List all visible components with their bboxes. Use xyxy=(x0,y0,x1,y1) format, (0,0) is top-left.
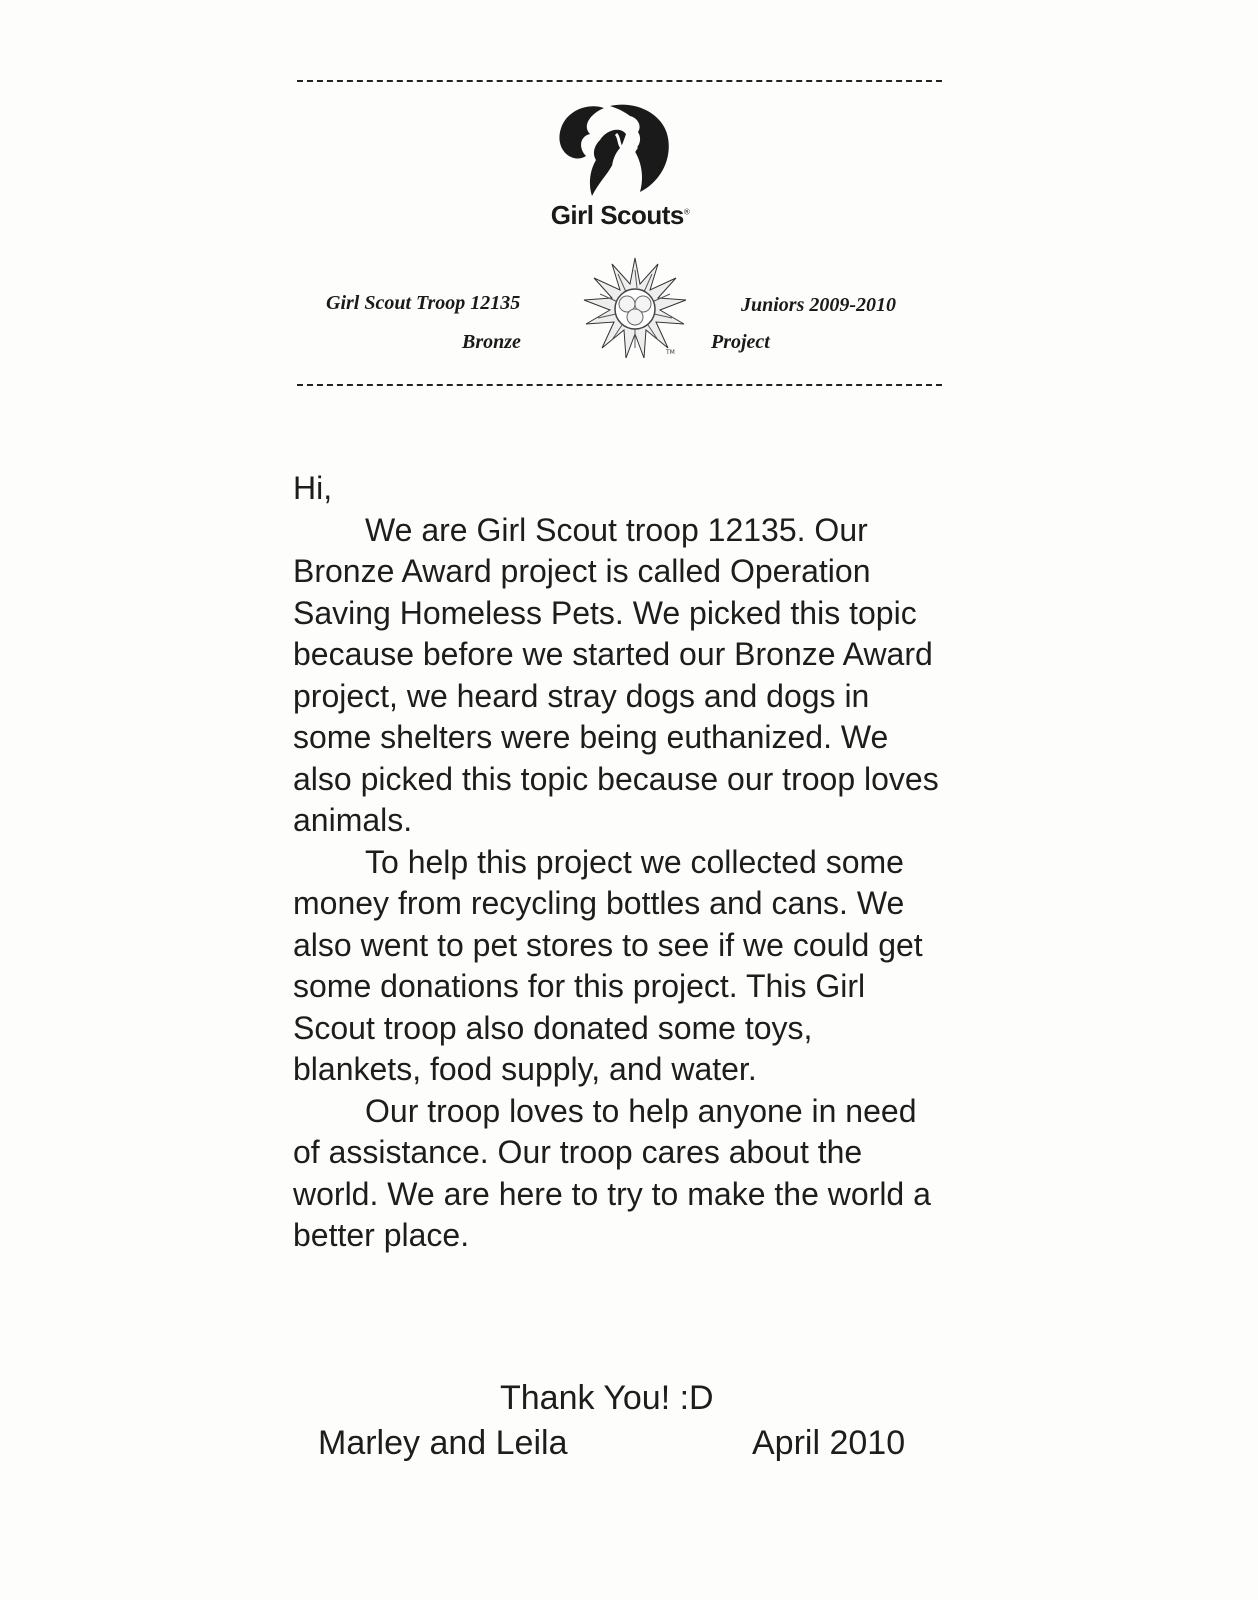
brand-wordmark: Girl Scouts® xyxy=(550,200,690,230)
signature: Marley and Leila xyxy=(318,1424,568,1462)
troop-label: Girl Scout Troop 12135 xyxy=(326,292,521,314)
closing: Thank You! :D xyxy=(500,1379,714,1417)
bronze-award-badge-icon xyxy=(580,254,690,364)
paragraph: Our troop loves to help anyone in need of assistance. Our troop cares about the world. We are here to try to make the world a better place. xyxy=(293,1092,931,1253)
letter-body xyxy=(293,468,943,1257)
award-label: Bronze xyxy=(462,331,521,353)
bottom-dashed-rule xyxy=(297,384,942,386)
girl-scouts-trefoil-logo-icon xyxy=(556,100,678,200)
paragraph: We are Girl Scout troop 12135. Our Bronze Award project is called Operation Saving Homeless Pets. We picked this topic because before we started our Bronze Award project, we heard stray dogs and dogs in some shelters were being euthanized. We also picked this topic because our troop loves animals. xyxy=(293,511,939,838)
level-label: Juniors 2009-2010 xyxy=(741,294,897,316)
top-dashed-rule xyxy=(297,80,942,82)
svg-text:TM: TM xyxy=(666,349,675,356)
project-label: Project xyxy=(711,331,770,353)
letter-date: April 2010 xyxy=(752,1424,906,1462)
greeting: Hi, xyxy=(293,470,333,506)
paragraph: To help this project we collected some money from recycling bottles and cans. We also went to pet stores to see if we could get some donations for this project. This Girl Scout troop also donated some toys, blankets, food supply, and water. xyxy=(293,843,923,1087)
